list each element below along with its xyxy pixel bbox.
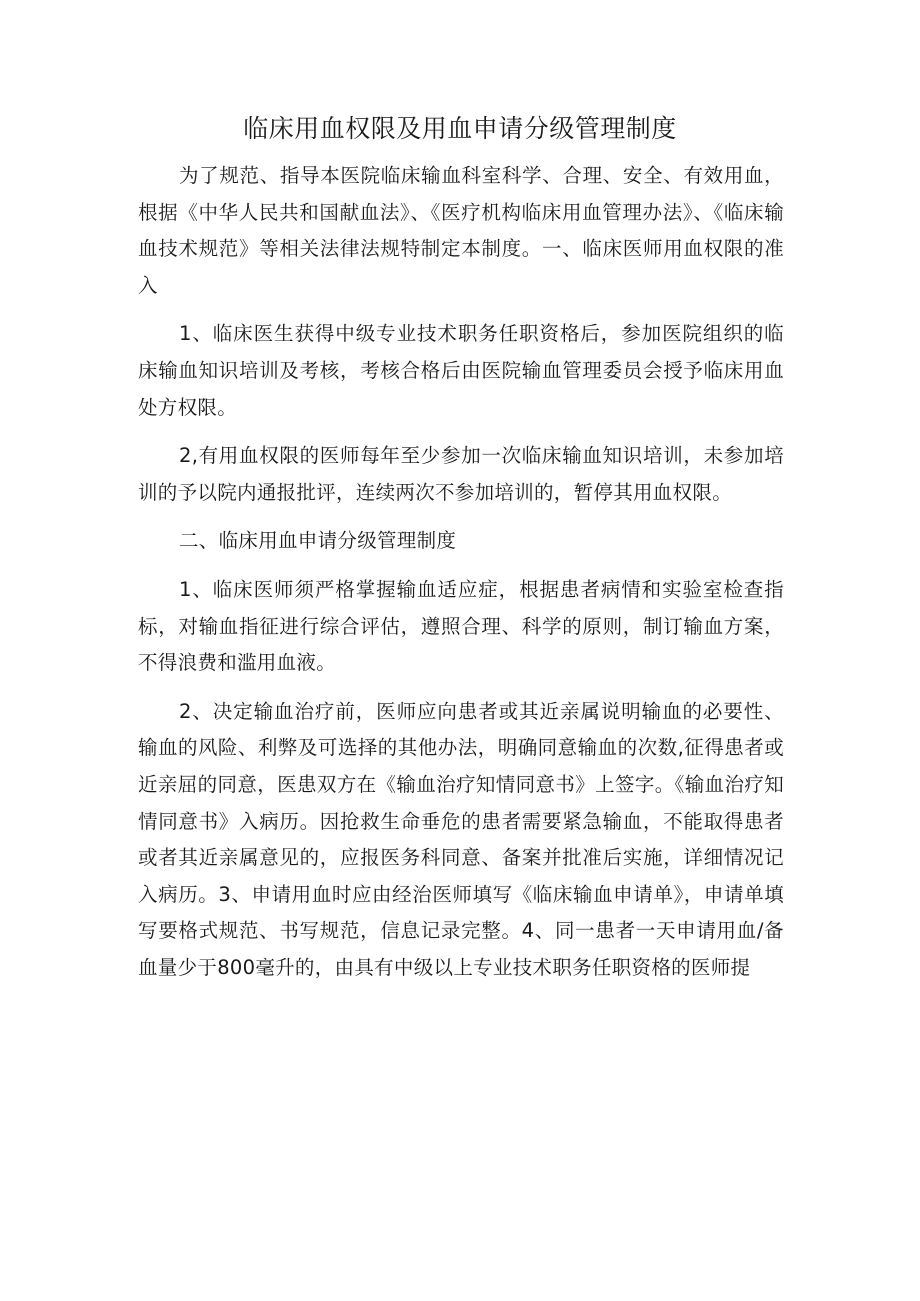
paragraph-intro: 为了规范、指导本医院临床输血科室科学、合理、安全、有效用血，根据《中华人民共和国献血法》、《医疗机构临床用血管理办法》、《临床输血技术规范》等相关法律法规特制定本制度。一、临床医师用血权限的准入: [138, 164, 784, 297]
paragraph-request-1: 1、临床医师须严格掌握输血适应症，根据患者病情和实验室检查指标，对输血指征进行综合评估，遵照合理、科学的原则，制订输血方案，不得浪费和滥用血液。: [138, 577, 784, 675]
paragraph-request-2: 2、决定输血治疗前，医师应向患者或其近亲属说明输血的必要性、输血的风险、利弊及可选择的其他办法，明确同意输血的次数,征得患者或近亲屈的同意，医患双方在《输血治疗知情同意书》上签字。《输血治疗知情同意书》入病历。因抢救生命垂危的患者需要紧急输血，不能取得患者或者其近亲属意见的，应报医务科同意、备案并批准后实施，详细情况记入病历。3、申请用血时应由经治医师填写《临床输血申请单》，申请单填写要格式规范、书写规范，信息记录完整。4、同一患者一天申请用血/备血量少于800毫升的，由具有中级以上专业技术职务任职资格的医师提: [138, 699, 784, 979]
paragraph-access-1: 1、临床医生获得中级专业技术职务任职资格后，参加医院组织的临床输血知识培训及考核，考核合格后由医院输血管理委员会授予临床用血处方权限。: [138, 322, 784, 419]
document-title: 临床用血权限及用血申请分级管理制度: [243, 114, 677, 143]
document-body: [138, 158, 784, 998]
section-heading-2: 二、临床用血申请分级管理制度: [179, 529, 457, 553]
paragraph-access-2: 2,有用血权限的医师每年至少参加一次临床输血知识培训，未参加培训的予以院内通报批评，连续两次不参加培训的，暂停其用血权限。: [138, 444, 784, 504]
